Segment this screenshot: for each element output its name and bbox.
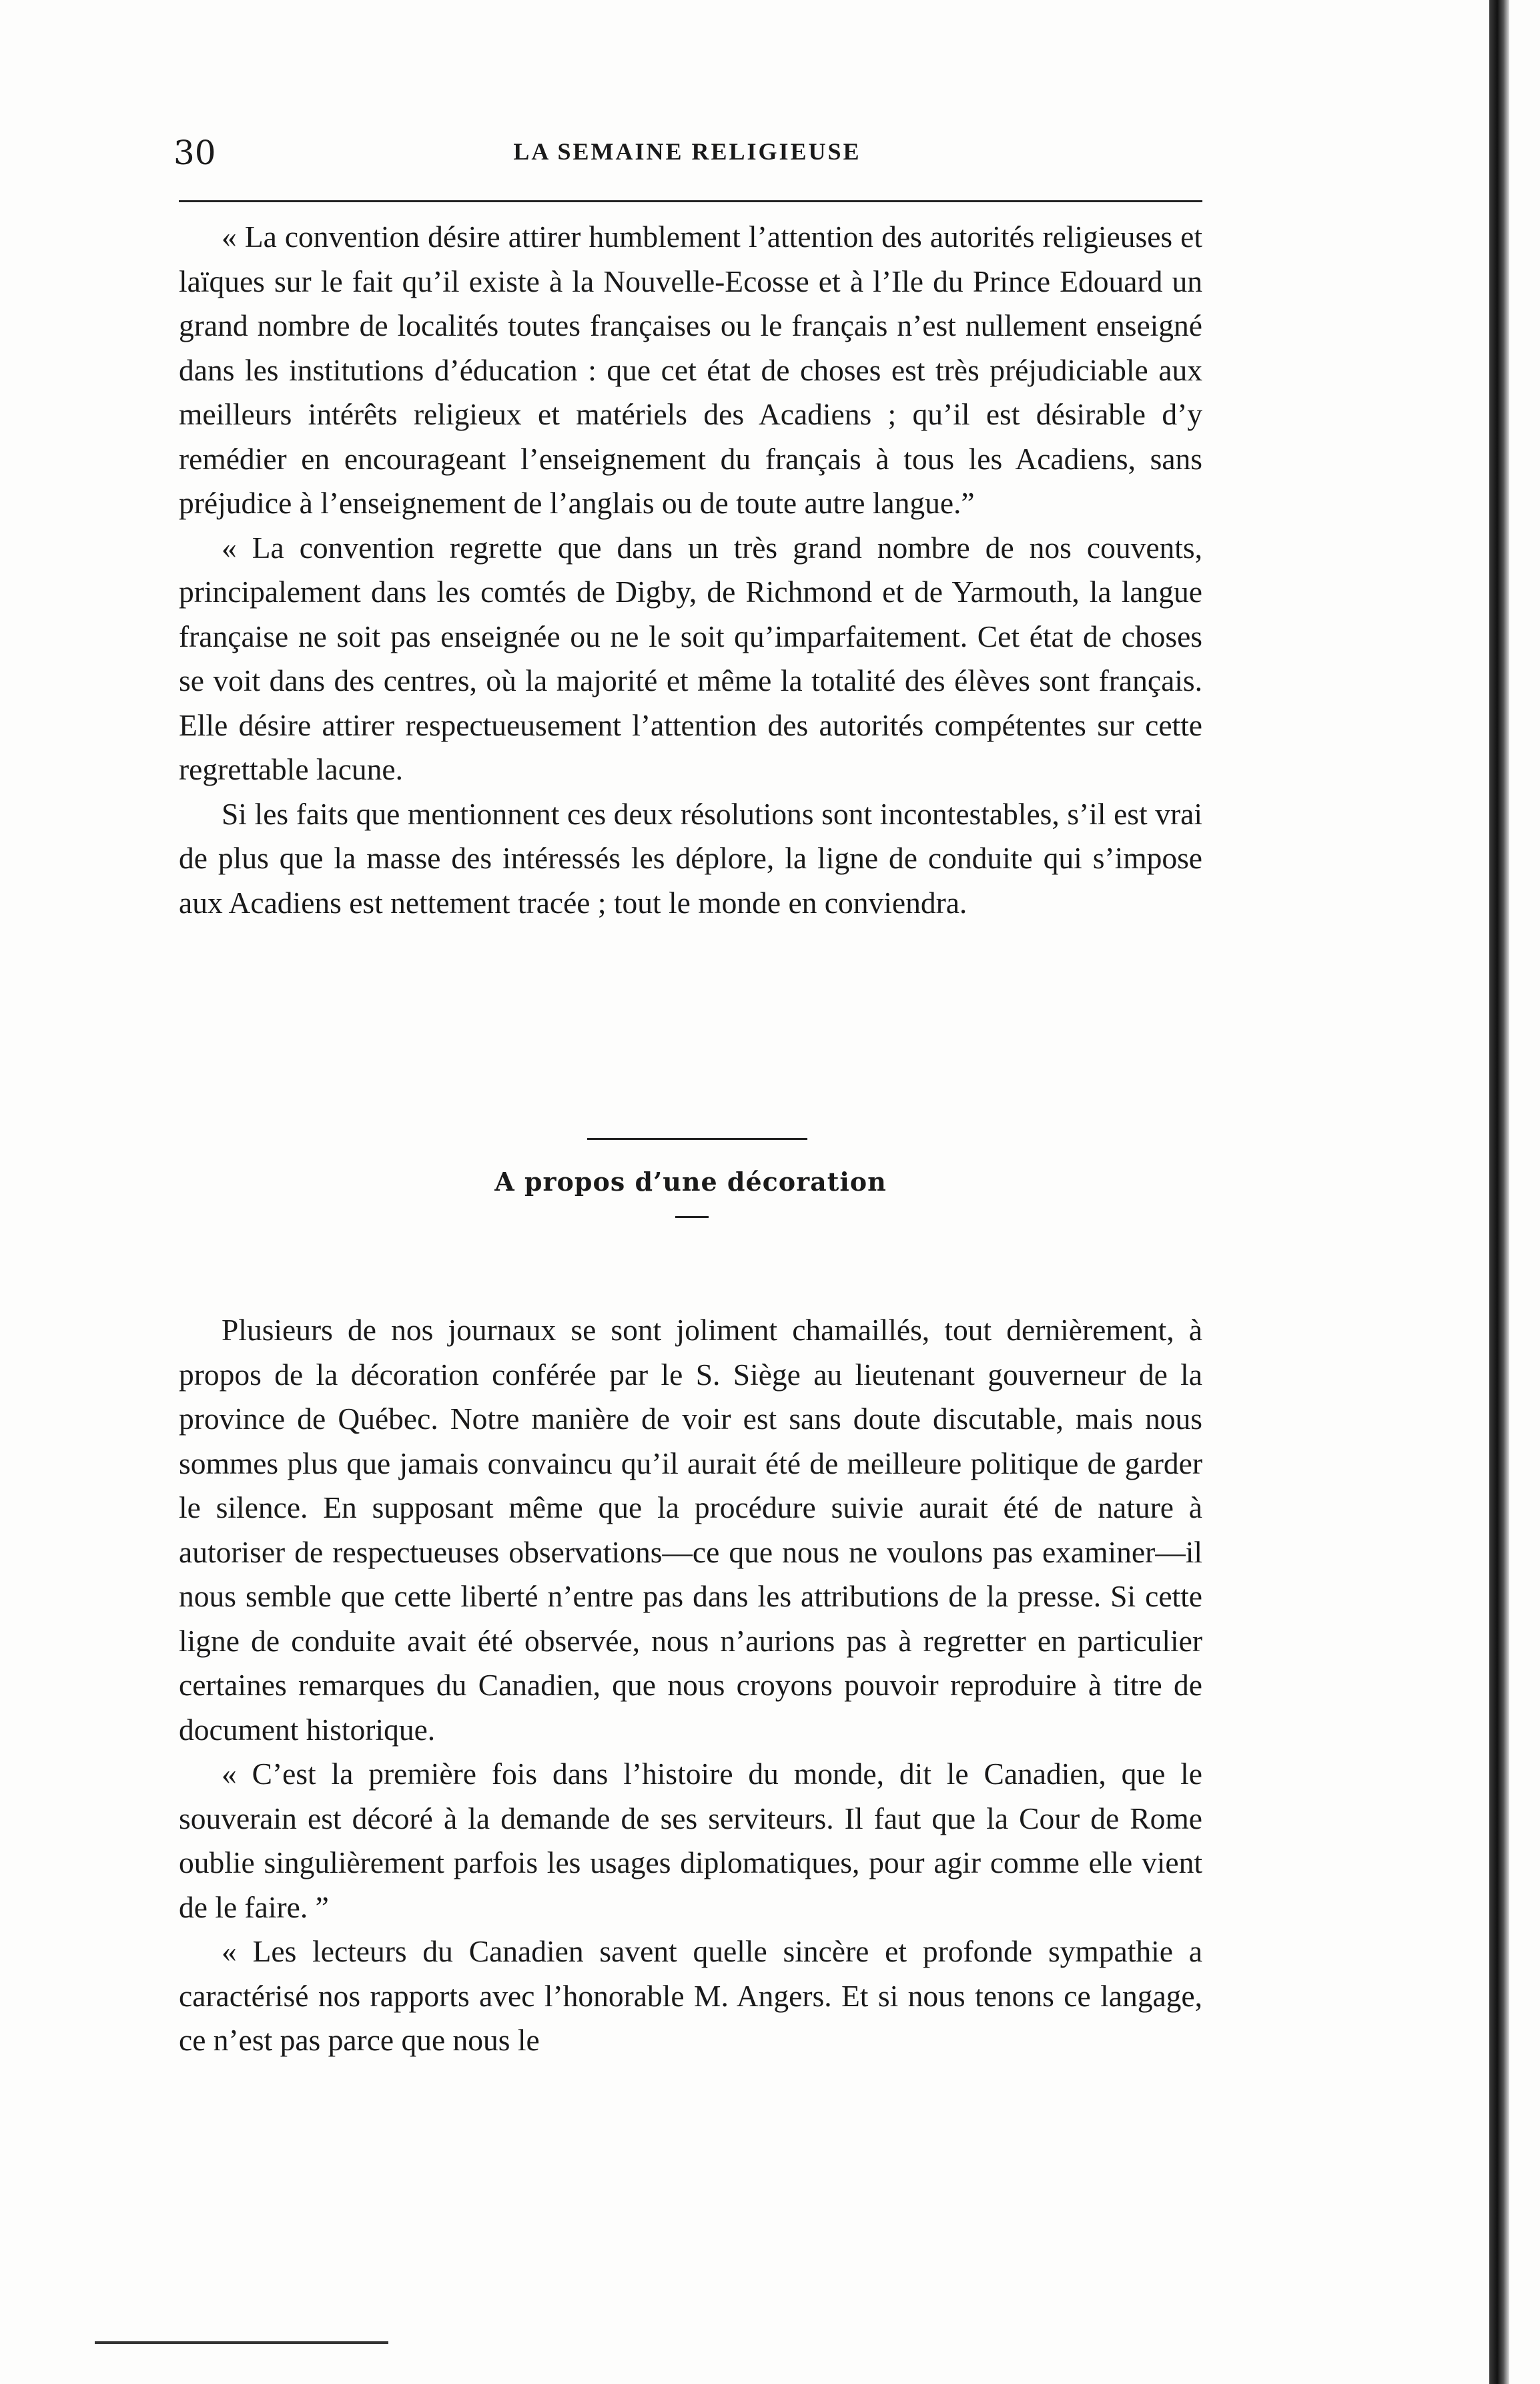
- page-number: 30: [173, 133, 216, 172]
- paragraph: Si les faits que mentionnent ces deux résolutions sont incontestables, s’il est vrai de plus que la masse des intéressés les déplore, la ligne de conduite qui s’impose aux Acadiens est nettement tracée ; tout le monde en conviendra.: [179, 796, 1202, 920]
- paragraph: « Les lecteurs du Canadien savent quelle sincère et profonde sympathie a caractérisé nos rapports avec l’honorable M. Angers. Et si nous tenons ce langage, ce n’est pas parce que nous le: [179, 1934, 1202, 2057]
- title-dash: [675, 1216, 709, 1218]
- paragraph: « C’est la première fois dans l’histoire du monde, dit le Canadien, que le souverain est décoré à la demande de ses serviteurs. Il faut que la Cour de Rome oublie singulièrement parfois les usages diplomatiques, pour agir comme elle vient de le faire. ”: [179, 1757, 1202, 1924]
- paragraph: « La convention désire attirer humblement l’attention des autorités religieuses et laïques sur le fait qu’il existe à la Nouvelle-Ecosse et à l’Ile du Prince Edouard un grand nombre de localités toutes françaises ou le français n’est nullement enseigné dans les institutions d’éducation : que cet état de choses est très préjudiciable aux meilleurs intérêts religieux et matériels des Acadiens ; qu’il est désirable d’y remédier en encourageant l’enseignement du français à tous les Acadiens, sans préjudice à l’enseignement de l’anglais ou de toute autre langue.”: [179, 220, 1202, 520]
- resolutions-text-block: [179, 215, 1202, 925]
- header-rule: [179, 200, 1202, 202]
- running-head: [173, 133, 1201, 180]
- section-title: A propos d’une décoration: [494, 1167, 887, 1197]
- bottom-rule: [95, 2341, 388, 2344]
- scan-binding-edge: [1489, 0, 1509, 2384]
- running-title: LA SEMAINE RELIGIEUSE: [513, 138, 861, 165]
- paragraph: « La convention regrette que dans un très grand nombre de nos couvents, principalement dans les comtés de Digby, de Richmond et de Yarmouth, la langue française ne soit pas enseignée ou ne le soit qu’imparfaitement. Cet état de choses se voit dans des centres, où la majorité et même la totalité des élèves sont français. Elle désire attirer respectueusement l’attention des autorités compétentes sur cette regrettable lacune.: [179, 530, 1202, 786]
- section-divider: [587, 1138, 807, 1140]
- paragraph: Plusieurs de nos journaux se sont joliment chamaillés, tout dernièrement, à propos de la décoration conférée par le S. Siège au lieutenant gouverneur de la province de Québec. Notre manière de voir est sans doute discutable, mais nous sommes plus que jamais convaincu qu’il aurait été de meilleure politique de garder le silence. En supposant même que la procédure suivie aurait été de nature à autoriser de respectueuses observations—ce que nous ne voulons pas examiner—il nous semble que cette liberté n’entre pas dans les attributions de la presse. Si cette ligne de conduite avait été observée, nous n’aurions pas à regretter en particulier certaines remarques du Canadien, que nous croyons pouvoir reproduire à titre de document historique.: [179, 1313, 1202, 1747]
- article-text-block: [179, 1308, 1202, 2063]
